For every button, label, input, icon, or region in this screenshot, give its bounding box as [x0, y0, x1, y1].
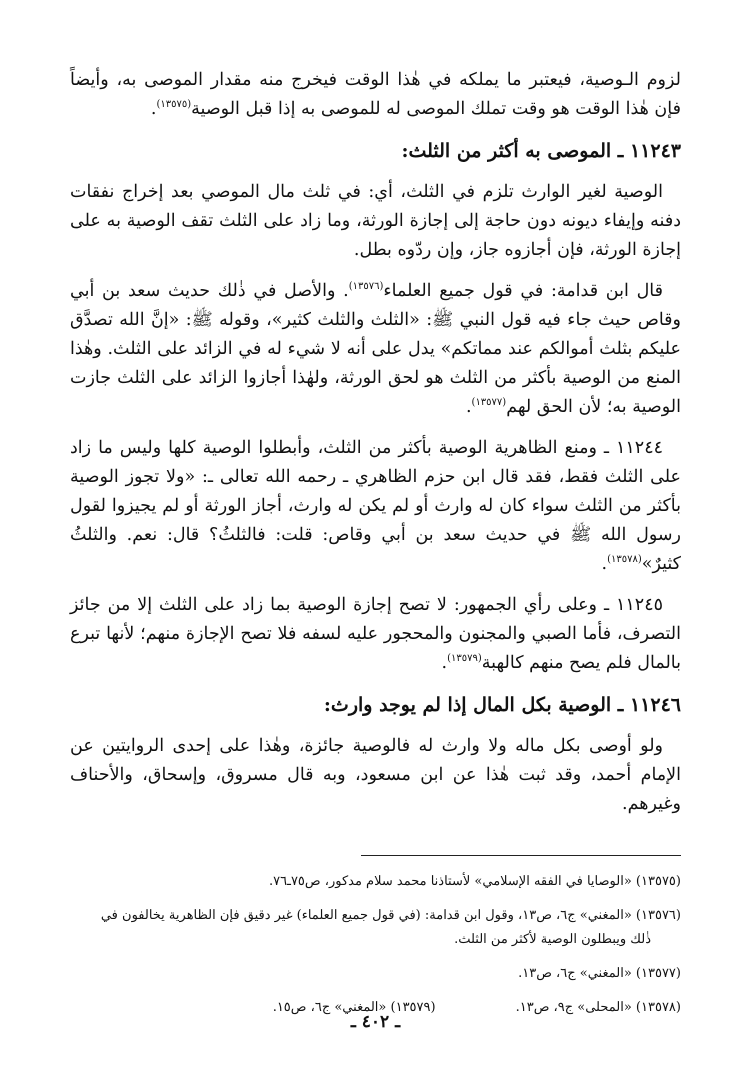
footnote-ref-13579[interactable]: (١٣٥٧٩)	[447, 653, 482, 665]
footnote-13577: (١٣٥٧٧) «المغني» ج٦، ص١٣.	[518, 966, 681, 981]
paragraph-1: لزوم الـوصية، فيعتبر ما يملكه في هٰذا الوقت فيخرج منه مقدار الموصى به، وأيضاً فإن هٰذا الوقت هو وقت تملك الموصى له للموصى به إذا قبل الوصية$^{(١٣٥٧٥)}$.	[70, 70, 681, 119]
paragraph-3-text-a: قال ابن قدامة: في قول جميع العلماء	[383, 281, 663, 301]
paragraph-3-text-b: . والأصل في ذٰلك حديث سعد بن أبي وقاص حيث جاء فيه قول النبي ﷺ: «الثلث والثلث كثير»، وقوله ﷺ: «إنَّ الله تصدَّق عليكم بثلث أموالكم عند مماتكم» يدل على أنه لا شيء له في الزائد على الثلث. وهٰذا المنع من الوصية بأكثر من الثلث هو لحق الورثة، ولهٰذا أجازوا الزائد على الثلث جازت الوصية به؛ لأن الحق لهم	[70, 281, 681, 417]
footnote-ref-13577[interactable]: (١٣٥٧٧)	[471, 397, 507, 409]
paragraph-4: ١١٢٤٤ ـ ومنع الظاهرية الوصية بأكثر من الثلث، وأبطلوا الوصية كلها وليس ما زاد على الثلث فقط، فقد قال ابن حزم الظاهري ـ رحمه الله تعالى ـ: «ولا تجوز الوصية بأكثر من الثلث سواء كان له وارث أو لم يكن له وارث، أجاز الورثة أو لم يجيزوا لقول رسول الله ﷺ في حديث سعد بن أبي وقاص: قلت: فالثلثُ؟ قال: نعم. والثلثُ كثيرٌ»$^{(١٣٥٧٨)}$.	[70, 438, 681, 574]
section-heading-11243: ١١٢٤٣ ـ الموصى به أكثر من الثلث:	[401, 140, 681, 162]
paragraph-5-text: ١١٢٤٥ ـ وعلى رأي الجمهور: لا تصح إجازة الوصية بما زاد على الثلث إلا من جائز التصرف، فأما الصبي والمجنون والمحجور عليه لسفه فلا تصح الإجازة منهم؛ لأنها تبرع بالمال فلم يصح منهم كالهبة	[70, 595, 681, 673]
footnote-divider	[361, 855, 681, 856]
footnote-13578: (١٣٥٧٨) «المحلى» ج٩، ص١٣.	[515, 1000, 681, 1015]
paragraph-3: قال ابن قدامة: في قول جميع العلماء$^{(١٣٥٧٦)}$. والأصل في ذٰلك حديث سعد بن أبي وقاص حيث جاء فيه قول النبي ﷺ: «الثلث والثلث كثير»، وقوله ﷺ: «إنَّ الله تصدَّق عليكم بثلث أموالكم عند مماتكم» يدل على أنه لا شيء له في الزائد على الثلث. وهٰذا المنع من الوصية بأكثر من الثلث هو لحق الورثة، ولهٰذا أجازوا الزائد على الثلث جازت الوصية به؛ لأن الحق لهم$^{(١٣٥٧٧)}$.	[70, 281, 681, 417]
footnote-ref-13576[interactable]: (١٣٥٧٦)	[348, 281, 384, 293]
footnote-13579: (١٣٥٧٩) «المغني» ج٦، ص١٥.	[272, 1000, 436, 1015]
footnote-13576	[70, 904, 681, 952]
paragraph-6: ولو أوصى بكل ماله ولا وارث له فالوصية جائزة، وهٰذا على إحدى الروايتين عن الإمام أحمد، وقد ثبت هٰذا عن ابن مسعود، وبه قال مسروق، وإسحاق، والأحناف وغيرهم.	[70, 736, 681, 814]
page-number: ـ ٤٠٢ ـ	[350, 1012, 401, 1032]
footnote-13576-text: (١٣٥٧٦) «المغني» ج٦، ص١٣، وقول ابن قدامة: (في قول جميع العلماء) غير دقيق فإن الظاهرية يخالفون في	[100, 908, 681, 923]
paragraph-4-text: ١١٢٤٤ ـ ومنع الظاهرية الوصية بأكثر من الثلث، وأبطلوا الوصية كلها وليس ما زاد على الثلث فقط، فقد قال ابن حزم الظاهري ـ رحمه الله تعالى ـ: «ولا تجوز الوصية بأكثر من الثلث سواء كان له وارث أو لم يكن له وارث، أجاز الورثة أو لم يجيزوا لقول رسول الله ﷺ في حديث سعد بن أبي وقاص: قلت: فالثلثُ؟ قال: نعم. والثلثُ كثيرٌ»	[70, 438, 681, 574]
section-heading-11246: ١١٢٤٦ ـ الوصية بكل المال إذا لم يوجد وارث:	[323, 694, 681, 716]
paragraph-5: ١١٢٤٥ ـ وعلى رأي الجمهور: لا تصح إجازة الوصية بما زاد على الثلث إلا من جائز التصرف، فأما الصبي والمجنون والمحجور عليه لسفه فلا تصح الإجازة منهم؛ لأنها تبرع بالمال فلم يصح منهم كالهبة$^{(١٣٥٧٩)}$.	[70, 595, 681, 673]
footnote-13575: (١٣٥٧٥) «الوصايا في الفقه الإسلامي» لأستاذنا محمد سلام مدكور، ص٧٥ـ٧٦.	[269, 874, 681, 889]
paragraph-1-text: لزوم الـوصية، فيعتبر ما يملكه في هٰذا الوقت فيخرج منه مقدار الموصى به، وأيضاً فإن هٰذا الوقت هو وقت تملك الموصى له للموصى به إذا قبل الوصية	[70, 70, 681, 119]
paragraph-2: الوصية لغير الوارث تلزم في الثلث، أي: في ثلث مال الموصي بعد إخراج نفقات دفنه وإيفاء ديونه دون حاجة إلى إجازة الورثة، وما زاد على الثلث تقف الوصية به على إجازة الورثة، فإن أجازوه جاز، وإن ردّوه بطل.	[70, 182, 681, 260]
footnote-ref-13578[interactable]: (١٣٥٧٨)	[607, 554, 642, 566]
footnote-ref-13575[interactable]: (١٣٥٧٥)	[156, 99, 192, 111]
footnote-13576-continuation: ذٰلك ويبطلون الوصية لأكثر من الثلث.	[454, 932, 651, 947]
